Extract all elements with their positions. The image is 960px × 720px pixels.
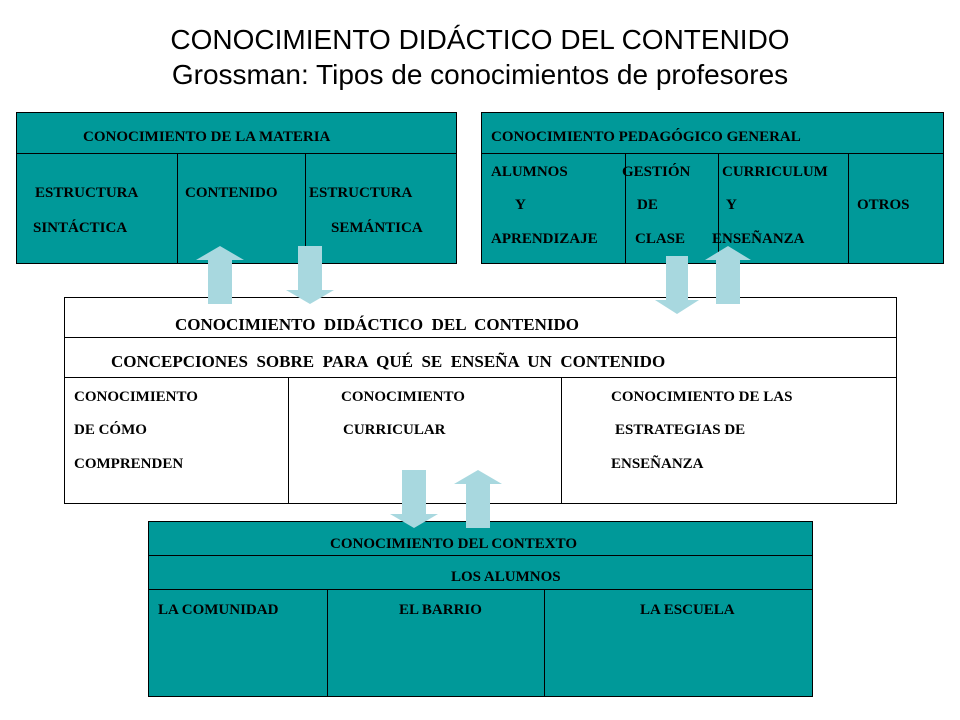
arrow-up-icon — [705, 246, 751, 304]
materia-contenido: CONTENIDO — [185, 185, 278, 201]
pedagogico-clase: CLASE — [635, 231, 686, 247]
arrow-down-icon — [655, 256, 699, 314]
didactico-concepciones: CONCEPCIONES SOBRE PARA QUÉ SE ENSEÑA UN CONTENIDO — [111, 352, 666, 371]
pedagogico-y-2: Y — [726, 197, 737, 213]
divider — [17, 153, 456, 154]
divider — [65, 337, 896, 338]
contexto-barrio: EL BARRIO — [399, 602, 482, 618]
pedagogico-box — [481, 112, 944, 264]
page-subtitle: Grossman: Tipos de conocimientos de profesores — [171, 59, 789, 90]
materia-estructura-sintactica-2: SINTÁCTICA — [33, 220, 128, 236]
pedagogico-alumnos: ALUMNOS — [491, 164, 568, 180]
divider — [482, 153, 943, 154]
divider — [149, 555, 812, 556]
divider — [177, 153, 178, 263]
arrow-down-icon — [390, 470, 438, 528]
pedagogico-y-1: Y — [515, 197, 526, 213]
divider — [65, 377, 896, 378]
divider — [288, 377, 289, 503]
materia-box — [16, 112, 457, 264]
didactico-c3-l3: ENSEÑANZA — [611, 456, 704, 472]
divider — [327, 589, 328, 696]
pedagogico-curriculum: CURRICULUM — [722, 164, 828, 180]
didactico-c3-l1: CONOCIMIENTO DE LAS — [611, 389, 793, 405]
didactico-c2-l1: CONOCIMIENTO — [341, 389, 465, 405]
contexto-alumnos: LOS ALUMNOS — [451, 569, 561, 585]
pedagogico-header: CONOCIMIENTO PEDAGÓGICO GENERAL — [491, 129, 801, 145]
divider — [561, 377, 562, 503]
pedagogico-ensenanza: ENSEÑANZA — [712, 231, 805, 247]
page-title: CONOCIMIENTO DIDÁCTICO DEL CONTENIDO — [170, 24, 790, 55]
contexto-escuela: LA ESCUELA — [640, 602, 735, 618]
didactico-c2-l2: CURRICULAR — [343, 422, 446, 438]
materia-estructura-semantica-2: SEMÁNTICA — [331, 220, 423, 236]
contexto-comunidad: LA COMUNIDAD — [158, 602, 279, 618]
materia-estructura-sintactica: ESTRUCTURA — [35, 185, 139, 201]
pedagogico-gestion: GESTIÓN — [622, 164, 691, 180]
arrow-up-icon — [196, 246, 244, 304]
contexto-header: CONOCIMIENTO DEL CONTEXTO — [330, 536, 577, 552]
didactico-c1-l2: DE CÓMO — [74, 422, 147, 438]
pedagogico-de: DE — [637, 197, 658, 213]
contexto-box — [148, 521, 813, 697]
materia-estructura-semantica: ESTRUCTURA — [309, 185, 413, 201]
didactico-c1-l1: CONOCIMIENTO — [74, 389, 198, 405]
divider — [544, 589, 545, 696]
didactico-c1-l3: COMPRENDEN — [74, 456, 184, 472]
divider — [848, 153, 849, 263]
pedagogico-aprendizaje: APRENDIZAJE — [491, 231, 598, 247]
didactico-header: CONOCIMIENTO DIDÁCTICO DEL CONTENIDO — [175, 315, 579, 334]
pedagogico-otros: OTROS — [857, 197, 910, 213]
materia-header: CONOCIMIENTO DE LA MATERIA — [83, 129, 331, 145]
arrow-down-icon — [286, 246, 334, 304]
didactico-c3-l2: ESTRATEGIAS DE — [615, 422, 746, 438]
divider — [149, 589, 812, 590]
arrow-up-icon — [454, 470, 502, 528]
